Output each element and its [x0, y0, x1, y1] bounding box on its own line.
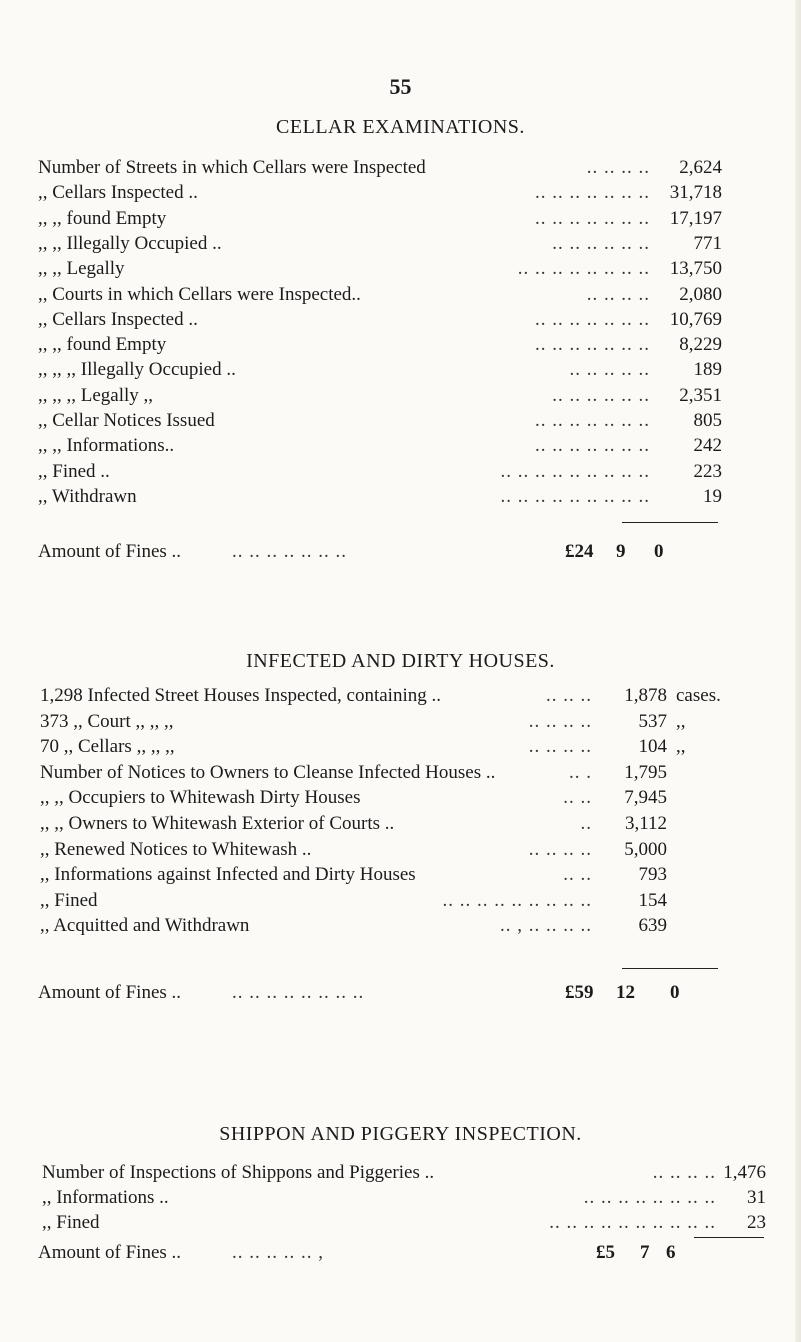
shippon-row-value: 31 [747, 1187, 766, 1208]
cellar-row-leader-dots: .. .. .. .. .. .. .. .. .. [500, 460, 650, 482]
cellar-row [0, 282, 801, 308]
cellar-fines-row [0, 539, 801, 565]
cellar-row-leader-dots: .. .. .. .. .. [569, 359, 650, 381]
infected-row-value: 1,878 [624, 685, 667, 706]
infected-row-value: 5,000 [624, 838, 667, 860]
cellar-total-rule [622, 522, 718, 523]
cellar-row-value: 13,750 [669, 258, 722, 280]
infected-row-leader-dots: .. .. .. .. [528, 736, 592, 758]
cellar-row [0, 357, 801, 383]
cellar-row-value: 2,080 [679, 283, 722, 305]
cellar-fines-pence: 0 [654, 541, 664, 562]
cellar-row-leader-dots: .. .. .. .. .. .. [552, 384, 650, 406]
cellar-row-leader-dots: .. .. .. .. [586, 283, 650, 305]
infected-row-label: Number of Notices to Owners to Cleanse Infected Houses .. [40, 761, 496, 783]
cellar-row-leader-dots: .. .. .. .. .. .. .. [535, 410, 650, 431]
cellar-fines-shillings: 9 [616, 541, 626, 562]
infected-fines-pence: 0 [670, 982, 680, 1003]
infected-row-label: 373 ,, Court ,, ,, ,, [40, 710, 174, 732]
shippon-fines-dots: .. .. .. .. .. , [232, 1242, 324, 1263]
infected-row-unit: ,, [676, 710, 686, 732]
cellar-row-value: 771 [693, 232, 722, 254]
cellar-fines-pounds: £24 [565, 541, 594, 562]
cellar-row-leader-dots: .. .. .. .. .. .. .. .. .. [500, 485, 650, 507]
cellar-row [0, 433, 801, 459]
cellar-row-label: ,, Withdrawn [38, 485, 137, 507]
infected-row-label: ,, ,, Occupiers to Whitewash Dirty Houses [40, 787, 361, 809]
shippon-row [0, 1185, 801, 1211]
infected-row-leader-dots: .. .. .. .. .. .. .. .. .. [442, 889, 592, 911]
cellar-row-leader-dots: .. .. .. .. .. .. .. [535, 435, 650, 457]
cellar-row [0, 307, 801, 333]
cellar-row-value: 189 [693, 359, 722, 381]
cellar-row [0, 231, 801, 257]
infected-row-label: 70 ,, Cellars ,, ,, ,, [40, 736, 175, 758]
cellar-row [0, 484, 801, 510]
cellar-row [0, 256, 801, 282]
infected-row-value: 7,945 [624, 787, 667, 809]
infected-row-value: 3,112 [624, 813, 667, 834]
shippon-row-leader-dots: .. .. .. .. .. .. .. .. .. .. [549, 1212, 716, 1233]
cellar-row-label: Number of Streets in which Cellars were Inspected [38, 157, 426, 178]
infected-row-leader-dots: .. [580, 813, 592, 834]
infected-row-label: ,, Renewed Notices to Whitewash .. [40, 838, 312, 860]
infected-row [0, 734, 801, 760]
infected-fines-row [0, 980, 801, 1006]
infected-row-leader-dots: .. , .. .. .. .. [500, 915, 592, 937]
cellar-examinations-heading: CELLAR EXAMINATIONS. [276, 116, 525, 138]
cellar-row-value: 242 [693, 435, 722, 457]
infected-row-label: ,, Acquitted and Withdrawn [40, 915, 250, 937]
cellar-row-leader-dots: .. .. .. .. [586, 157, 650, 178]
infected-row [0, 888, 801, 914]
infected-row [0, 709, 801, 735]
infected-row-label: ,, ,, Owners to Whitewash Exterior of Courts .. [40, 813, 395, 834]
cellar-row [0, 332, 801, 358]
cellar-fines-dots: .. .. .. .. .. .. .. [232, 541, 347, 562]
infected-row-leader-dots: .. .. [563, 864, 592, 886]
shippon-row-value: 1,476 [723, 1162, 766, 1183]
infected-row-label: ,, Informations against Infected and Dirty Houses [40, 864, 416, 886]
infected-row [0, 683, 801, 709]
cellar-row-value: 2,624 [679, 157, 722, 178]
shippon-fines-shillings: 7 [640, 1242, 650, 1263]
cellar-row [0, 180, 801, 206]
infected-row-value: 1,795 [624, 761, 667, 783]
cellar-row-leader-dots: .. .. .. .. .. .. .. [535, 308, 650, 330]
infected-row-value: 104 [638, 736, 667, 758]
cellar-row-value: 17,197 [669, 207, 722, 229]
cellar-row-label: ,, ,, ,, Illegally Occupied .. [38, 359, 236, 381]
cellar-row-value: 19 [703, 485, 722, 507]
cellar-row-label: ,, ,, found Empty [38, 207, 167, 229]
infected-fines-dots: .. .. .. .. .. .. .. .. [232, 982, 365, 1003]
cellar-row-label: ,, Cellar Notices Issued [38, 410, 215, 431]
cellar-row-leader-dots: .. .. .. .. .. .. .. [535, 182, 650, 204]
shippon-row-label: ,, Informations .. [42, 1187, 169, 1208]
infected-row-leader-dots: .. .. [563, 787, 592, 809]
cellar-fines-label: Amount of Fines .. [38, 541, 182, 562]
page-number: 55 [389, 74, 412, 99]
shippon-total-rule [694, 1237, 764, 1238]
infected-fines-shillings: 12 [616, 982, 635, 1003]
infected-row-leader-dots: .. .. .. [546, 685, 592, 706]
cellar-row-label: ,, ,, found Empty [38, 334, 167, 356]
cellar-row-value: 31,718 [669, 182, 722, 204]
infected-row [0, 785, 801, 811]
cellar-row [0, 206, 801, 232]
shippon-fines-row [0, 1240, 801, 1266]
shippon-row-leader-dots: .. .. .. .. [652, 1162, 716, 1183]
infected-row-value: 537 [638, 710, 667, 732]
cellar-row-label: ,, ,, ,, Legally ,, [38, 384, 154, 406]
cellar-row-leader-dots: .. .. .. .. .. .. .. [535, 207, 650, 229]
shippon-fines-pounds: £5 [596, 1242, 615, 1263]
cellar-row [0, 408, 801, 434]
cellar-row [0, 383, 801, 409]
cellar-row-label: ,, ,, Informations.. [38, 435, 175, 457]
infected-row-value: 793 [638, 864, 667, 886]
infected-row-label: 1,298 Infected Street Houses Inspected, containing .. [40, 685, 441, 706]
cellar-row-label: ,, Fined .. [38, 460, 110, 482]
infected-row [0, 837, 801, 863]
cellar-row-label: ,, Cellars Inspected .. [38, 308, 198, 330]
infected-row-unit: cases. [676, 685, 721, 706]
cellar-row-label: ,, ,, Legally [38, 258, 125, 280]
shippon-fines-label: Amount of Fines .. [38, 1242, 182, 1263]
infected-total-rule [622, 968, 718, 969]
shippon-row [0, 1160, 801, 1186]
infected-houses-heading: INFECTED AND DIRTY HOUSES. [246, 650, 555, 672]
shippon-heading: SHIPPON AND PIGGERY INSPECTION. [219, 1123, 582, 1145]
infected-row [0, 913, 801, 939]
shippon-row-label: ,, Fined [42, 1212, 100, 1233]
infected-row [0, 862, 801, 888]
shippon-row-label: Number of Inspections of Shippons and Piggeries .. [42, 1162, 435, 1183]
cellar-row-label: ,, Courts in which Cellars were Inspected.. [38, 283, 361, 305]
infected-row-value: 154 [638, 889, 667, 911]
shippon-row-leader-dots: .. .. .. .. .. .. .. .. [583, 1187, 716, 1208]
shippon-row [0, 1210, 801, 1236]
infected-row-leader-dots: .. .. .. .. [528, 838, 592, 860]
cellar-row-value: 2,351 [679, 384, 722, 406]
infected-row [0, 760, 801, 786]
cellar-row-value: 805 [693, 410, 722, 431]
shippon-row-value: 23 [747, 1212, 766, 1233]
cellar-row-value: 8,229 [679, 334, 722, 356]
cellar-row-leader-dots: .. .. .. .. .. .. .. .. [517, 258, 650, 280]
cellar-row [0, 155, 801, 181]
cellar-row-leader-dots: .. .. .. .. .. .. [552, 232, 650, 254]
infected-row-unit: ,, [676, 736, 686, 758]
cellar-row-value: 10,769 [669, 308, 722, 330]
cellar-row-leader-dots: .. .. .. .. .. .. .. [535, 334, 650, 356]
cellar-row-value: 223 [693, 460, 722, 482]
infected-row-leader-dots: .. .. .. .. [528, 710, 592, 732]
infected-fines-label: Amount of Fines .. [38, 982, 182, 1003]
infected-row [0, 811, 801, 837]
infected-row-label: ,, Fined [40, 889, 98, 911]
cellar-row-label: ,, Cellars Inspected .. [38, 182, 198, 204]
infected-row-leader-dots: .. . [569, 761, 592, 783]
infected-fines-pounds: £59 [565, 982, 594, 1003]
cellar-row-label: ,, ,, Illegally Occupied .. [38, 232, 222, 254]
shippon-fines-pence: 6 [666, 1242, 676, 1263]
cellar-row [0, 459, 801, 485]
infected-row-value: 639 [638, 915, 667, 937]
